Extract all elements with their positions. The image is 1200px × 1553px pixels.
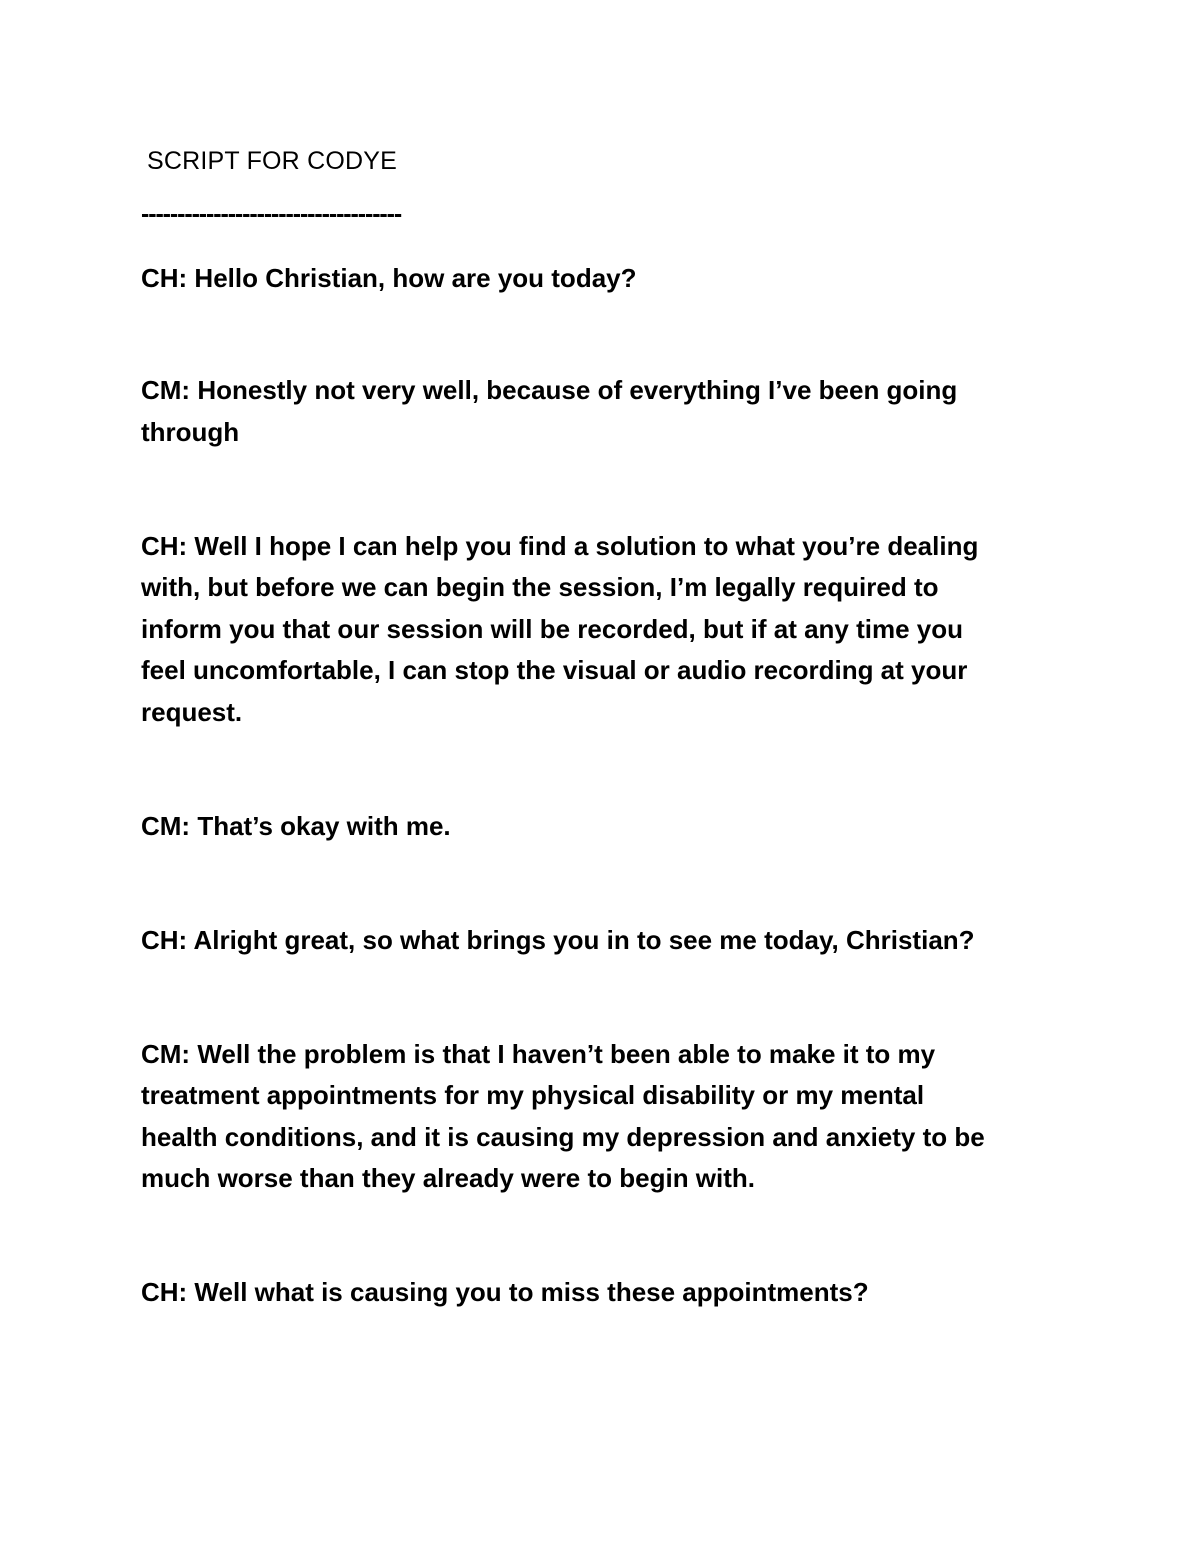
dialogue-line: CM: Well the problem is that I haven’t been able to make it to my [141,1039,936,1069]
dialogue-line: CH: Well I hope I can help you find a solution to what you’re dealing [141,531,979,561]
dialogue-line: with, but before we can begin the session, I’m legally required to [141,572,939,602]
dialogue-line: feel uncomfortable, I can stop the visual or audio recording at your [141,655,968,685]
dialogue-line: health conditions, and it is causing my depression and anxiety to be [141,1122,985,1152]
dialogue-line: inform you that our session will be recorded, but if at any time you [141,614,964,644]
dialogue-line: CH: Hello Christian, how are you today? [141,263,637,293]
separator-line: ------------------------------------ [141,200,402,228]
document-title: SCRIPT FOR CODYE [147,147,397,175]
dialogue-line: request. [141,697,243,727]
dialogue-line: treatment appointments for my physical disability or my mental [141,1080,925,1110]
dialogue-line: CH: Alright great, so what brings you in to see me today, Christian? [141,925,975,955]
dialogue-line: CH: Well what is causing you to miss these appointments? [141,1277,869,1307]
dialogue-line: CM: That’s okay with me. [141,811,451,841]
dialogue-line: CM: Honestly not very well, because of everything I’ve been going [141,375,958,405]
dialogue-line: through [141,417,240,447]
dialogue-line: much worse than they already were to begin with. [141,1163,756,1193]
